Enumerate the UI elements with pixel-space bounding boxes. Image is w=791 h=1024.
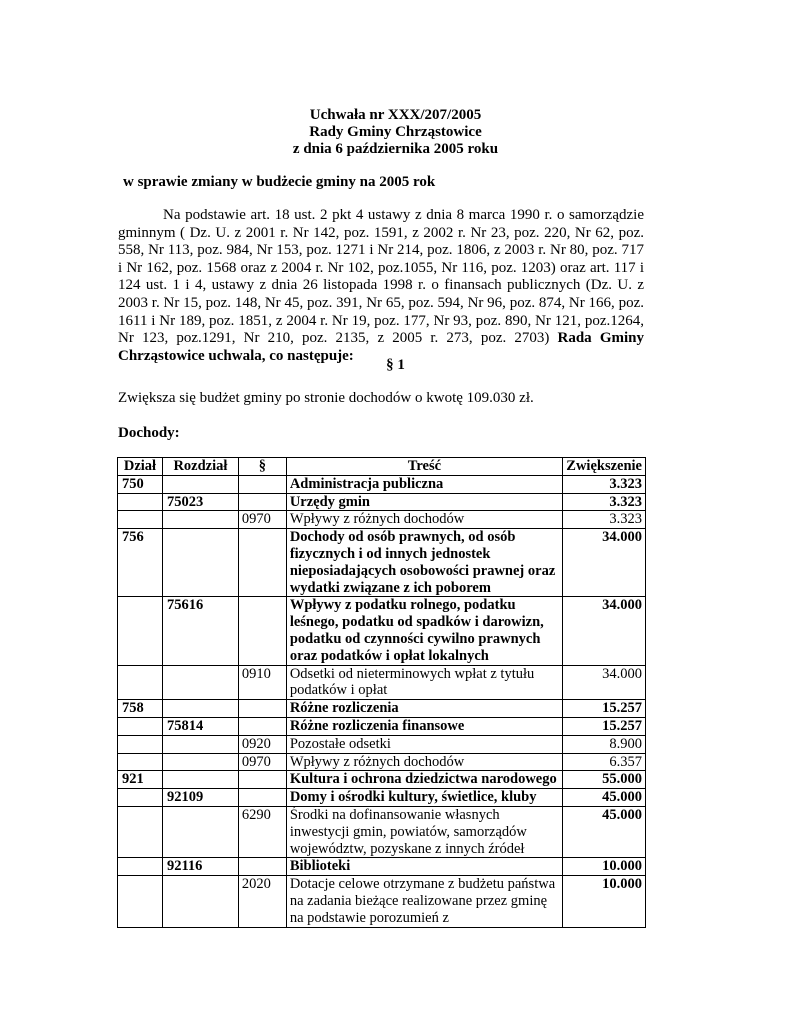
- cell-kwota: 45.000: [562, 806, 645, 857]
- cell-tresc: Administracja publiczna: [286, 475, 562, 493]
- resolution-subject: w sprawie zmiany w budżecie gminy na 2005 rok: [123, 174, 436, 190]
- header-rozdzial: Rozdział: [162, 458, 238, 476]
- cell-dzial: [118, 789, 163, 807]
- cell-kwota: 3.323: [562, 493, 645, 511]
- cell-tresc: Wpływy z podatku rolnego, podatku leśnego, podatku od spadków i darowizn, podatku od czynności cywilno prawnych oraz podatków i opłat lokalnych: [286, 597, 562, 665]
- cell-dzial: 750: [118, 475, 163, 493]
- cell-dzial: 921: [118, 771, 163, 789]
- cell-rozdzial: [162, 511, 238, 529]
- cell-par: 0970: [238, 753, 286, 771]
- cell-dzial: 756: [118, 529, 163, 597]
- cell-rozdzial: [162, 806, 238, 857]
- cell-par: [238, 700, 286, 718]
- cell-kwota: 10.000: [562, 858, 645, 876]
- cell-rozdzial: [162, 700, 238, 718]
- cell-tresc: Pozostałe odsetki: [286, 735, 562, 753]
- cell-dzial: [118, 597, 163, 665]
- cell-par: [238, 858, 286, 876]
- cell-kwota: 15.257: [562, 700, 645, 718]
- cell-dzial: [118, 753, 163, 771]
- cell-dzial: [118, 665, 163, 700]
- income-heading: Dochody:: [118, 425, 180, 441]
- cell-kwota: 3.323: [562, 511, 645, 529]
- header-tresc: Treść: [286, 458, 562, 476]
- header-zwiekszenie: Zwiększenie: [562, 458, 645, 476]
- cell-kwota: 6.357: [562, 753, 645, 771]
- table-header-row: [118, 458, 646, 476]
- preamble-resolution-clause: Rada Gminy Chrząstowice uchwala, co następuje:: [118, 330, 644, 364]
- cell-kwota: 34.000: [562, 597, 645, 665]
- cell-kwota: 10.000: [562, 876, 645, 927]
- cell-kwota: 15.257: [562, 717, 645, 735]
- cell-kwota: 34.000: [562, 665, 645, 700]
- cell-rozdzial: [162, 876, 238, 927]
- cell-tresc: Wpływy z różnych dochodów: [286, 511, 562, 529]
- table-row: [118, 771, 646, 789]
- table-row: [118, 735, 646, 753]
- cell-par: 0910: [238, 665, 286, 700]
- cell-kwota: 8.900: [562, 735, 645, 753]
- cell-dzial: [118, 735, 163, 753]
- cell-dzial: 758: [118, 700, 163, 718]
- cell-par: [238, 717, 286, 735]
- cell-par: 0970: [238, 511, 286, 529]
- table-row: [118, 475, 646, 493]
- cell-rozdzial: [162, 475, 238, 493]
- cell-par: 2020: [238, 876, 286, 927]
- cell-tresc: Kultura i ochrona dziedzictwa narodowego: [286, 771, 562, 789]
- cell-par: [238, 771, 286, 789]
- cell-rozdzial: 75814: [162, 717, 238, 735]
- cell-tresc: Urzędy gmin: [286, 493, 562, 511]
- table-row: [118, 717, 646, 735]
- cell-tresc: Dochody od osób prawnych, od osób fizycznych i od innych jednostek nieposiadających osobowości prawnej oraz wydatki związane z ich poborem: [286, 529, 562, 597]
- cell-par: [238, 789, 286, 807]
- cell-rozdzial: [162, 529, 238, 597]
- cell-tresc: Dotacje celowe otrzymane z budżetu państwa na zadania bieżące realizowane przez gminę na podstawie porozumień z: [286, 876, 562, 927]
- table-row: [118, 753, 646, 771]
- preamble-paragraph: [118, 207, 644, 365]
- cell-dzial: [118, 806, 163, 857]
- header-paragraf: §: [238, 458, 286, 476]
- table-row: [118, 789, 646, 807]
- cell-rozdzial: 75023: [162, 493, 238, 511]
- income-table: [117, 457, 646, 928]
- cell-kwota: 34.000: [562, 529, 645, 597]
- table-row: [118, 597, 646, 665]
- table-row: [118, 806, 646, 857]
- table-row: [118, 858, 646, 876]
- cell-rozdzial: [162, 665, 238, 700]
- cell-dzial: [118, 858, 163, 876]
- cell-tresc: Odsetki od nieterminowych wpłat z tytułu podatków i opłat: [286, 665, 562, 700]
- resolution-date: z dnia 6 października 2005 roku: [292, 141, 499, 157]
- cell-dzial: [118, 876, 163, 927]
- cell-rozdzial: 75616: [162, 597, 238, 665]
- resolution-number: Uchwała nr XXX/207/2005: [309, 107, 482, 123]
- cell-tresc: Biblioteki: [286, 858, 562, 876]
- section-mark: § 1: [386, 357, 405, 373]
- cell-kwota: 45.000: [562, 789, 645, 807]
- table-row: [118, 700, 646, 718]
- cell-kwota: 55.000: [562, 771, 645, 789]
- cell-dzial: [118, 511, 163, 529]
- cell-rozdzial: [162, 771, 238, 789]
- cell-tresc: Środki na dofinansowanie własnych inwestycji gmin, powiatów, samorządów województw, pozyskane z innych źródeł: [286, 806, 562, 857]
- cell-dzial: [118, 717, 163, 735]
- cell-par: [238, 475, 286, 493]
- budget-increase-statement: Zwiększa się budżet gminy po stronie dochodów o kwotę 109.030 zł.: [118, 390, 534, 406]
- cell-dzial: [118, 493, 163, 511]
- cell-par: 6290: [238, 806, 286, 857]
- cell-rozdzial: [162, 753, 238, 771]
- cell-rozdzial: 92116: [162, 858, 238, 876]
- cell-tresc: Różne rozliczenia: [286, 700, 562, 718]
- cell-tresc: Wpływy z różnych dochodów: [286, 753, 562, 771]
- header-dzial: Dział: [118, 458, 163, 476]
- cell-par: [238, 597, 286, 665]
- preamble-text: Na podstawie art. 18 ust. 2 pkt 4 ustawy z dnia 8 marca 1990 r. o samorządzie gminnym ( Dz. U. z 2001 r. Nr 142, poz. 1591, z 2002 r. Nr 23, poz. 220, Nr 62, poz. 558, Nr 113, poz. 984, Nr 153, poz. 1271 i Nr 214, poz. 1806, z 2003 r. Nr 80, poz. 717 i Nr 162, poz. 1568 oraz z 2004 r. Nr 102, poz.1055, Nr 116, poz. 1203) oraz art. 117 i 124 ust. 1 i 4, ustawy z dnia 26 listopada 1998 r. o finansach publicznych (Dz. U. z 2003 r. Nr 15, poz. 148, Nr 45, poz. 391, Nr 65, poz. 594, Nr 96, poz. 874, Nr 166, poz. 1611 i Nr 189, poz. 1851, z 2004 r. Nr 19, poz. 177, Nr 93, poz. 890, Nr 121, poz.1264, Nr 123, poz.1291, Nr 210, poz. 2135, z 2005 r. 273, poz. 2703): [118, 207, 644, 347]
- cell-tresc: Domy i ośrodki kultury, świetlice, kluby: [286, 789, 562, 807]
- cell-kwota: 3.323: [562, 475, 645, 493]
- table-row: [118, 665, 646, 700]
- cell-rozdzial: [162, 735, 238, 753]
- council-name: Rady Gminy Chrząstowice: [309, 124, 482, 140]
- cell-rozdzial: 92109: [162, 789, 238, 807]
- table-row: [118, 493, 646, 511]
- cell-par: [238, 493, 286, 511]
- cell-tresc: Różne rozliczenia finansowe: [286, 717, 562, 735]
- table-row: [118, 511, 646, 529]
- cell-par: [238, 529, 286, 597]
- table-row: [118, 876, 646, 927]
- cell-par: 0920: [238, 735, 286, 753]
- table-row: [118, 529, 646, 597]
